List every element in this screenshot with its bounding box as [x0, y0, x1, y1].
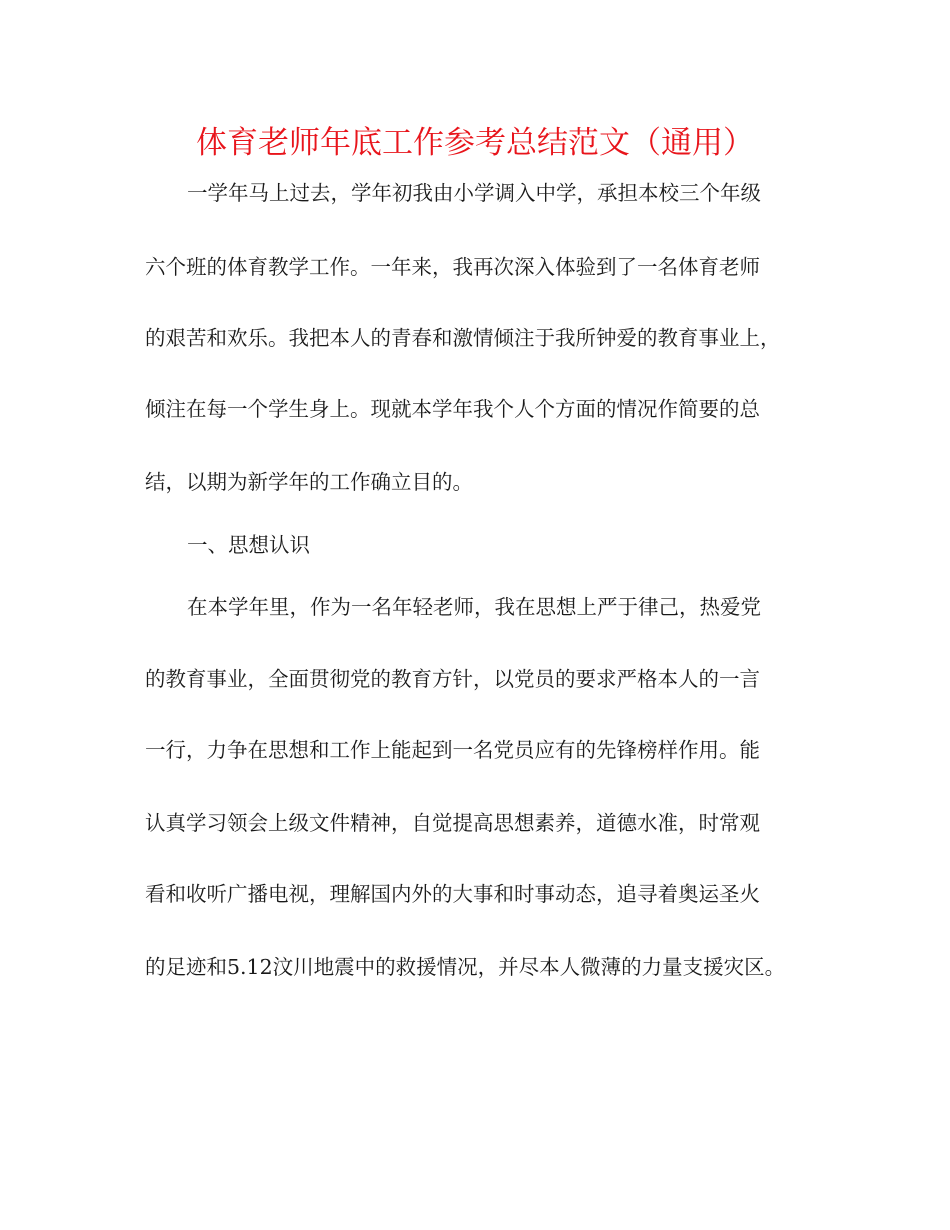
paragraph-1-line-2: 六个班的体育教学工作。一年来，我再次深入体验到了一名体育老师	[145, 255, 760, 279]
section-heading-1: 一、思想认识	[187, 533, 310, 557]
paragraph-2-line-1: 在本学年里，作为一名年轻老师，我在思想上严于律己，热爱党	[187, 595, 761, 619]
paragraph-1-line-5: 结，以期为新学年的工作确立目的。	[145, 470, 473, 494]
paragraph-2-line-6: 的足迹和5.12汶川地震中的救援情况，并尽本人微薄的力量支援灾区。	[145, 955, 786, 979]
document-title: 体育老师年底工作参考总结范文（通用）	[196, 125, 754, 161]
paragraph-2-line-5: 看和收听广播电视，理解国内外的大事和时事动态，追寻着奥运圣火	[145, 882, 760, 906]
paragraph-1-line-1: 一学年马上过去，学年初我由小学调入中学，承担本校三个年级	[187, 181, 761, 205]
paragraph-1-line-4: 倾注在每一个学生身上。现就本学年我个人个方面的情况作简要的总	[145, 397, 760, 421]
paragraph-2-line-2: 的教育事业，全面贯彻党的教育方针，以党员的要求严格本人的一言	[145, 667, 760, 691]
paragraph-1-line-3: 的艰苦和欢乐。我把本人的青春和激情倾注于我所钟爱的教育事业上，	[145, 326, 781, 350]
paragraph-2-line-4: 认真学习领会上级文件精神，自觉提高思想素养，道德水准，时常观	[145, 811, 760, 835]
paragraph-2-line-3: 一行，力争在思想和工作上能起到一名党员应有的先锋榜样作用。能	[145, 738, 760, 762]
